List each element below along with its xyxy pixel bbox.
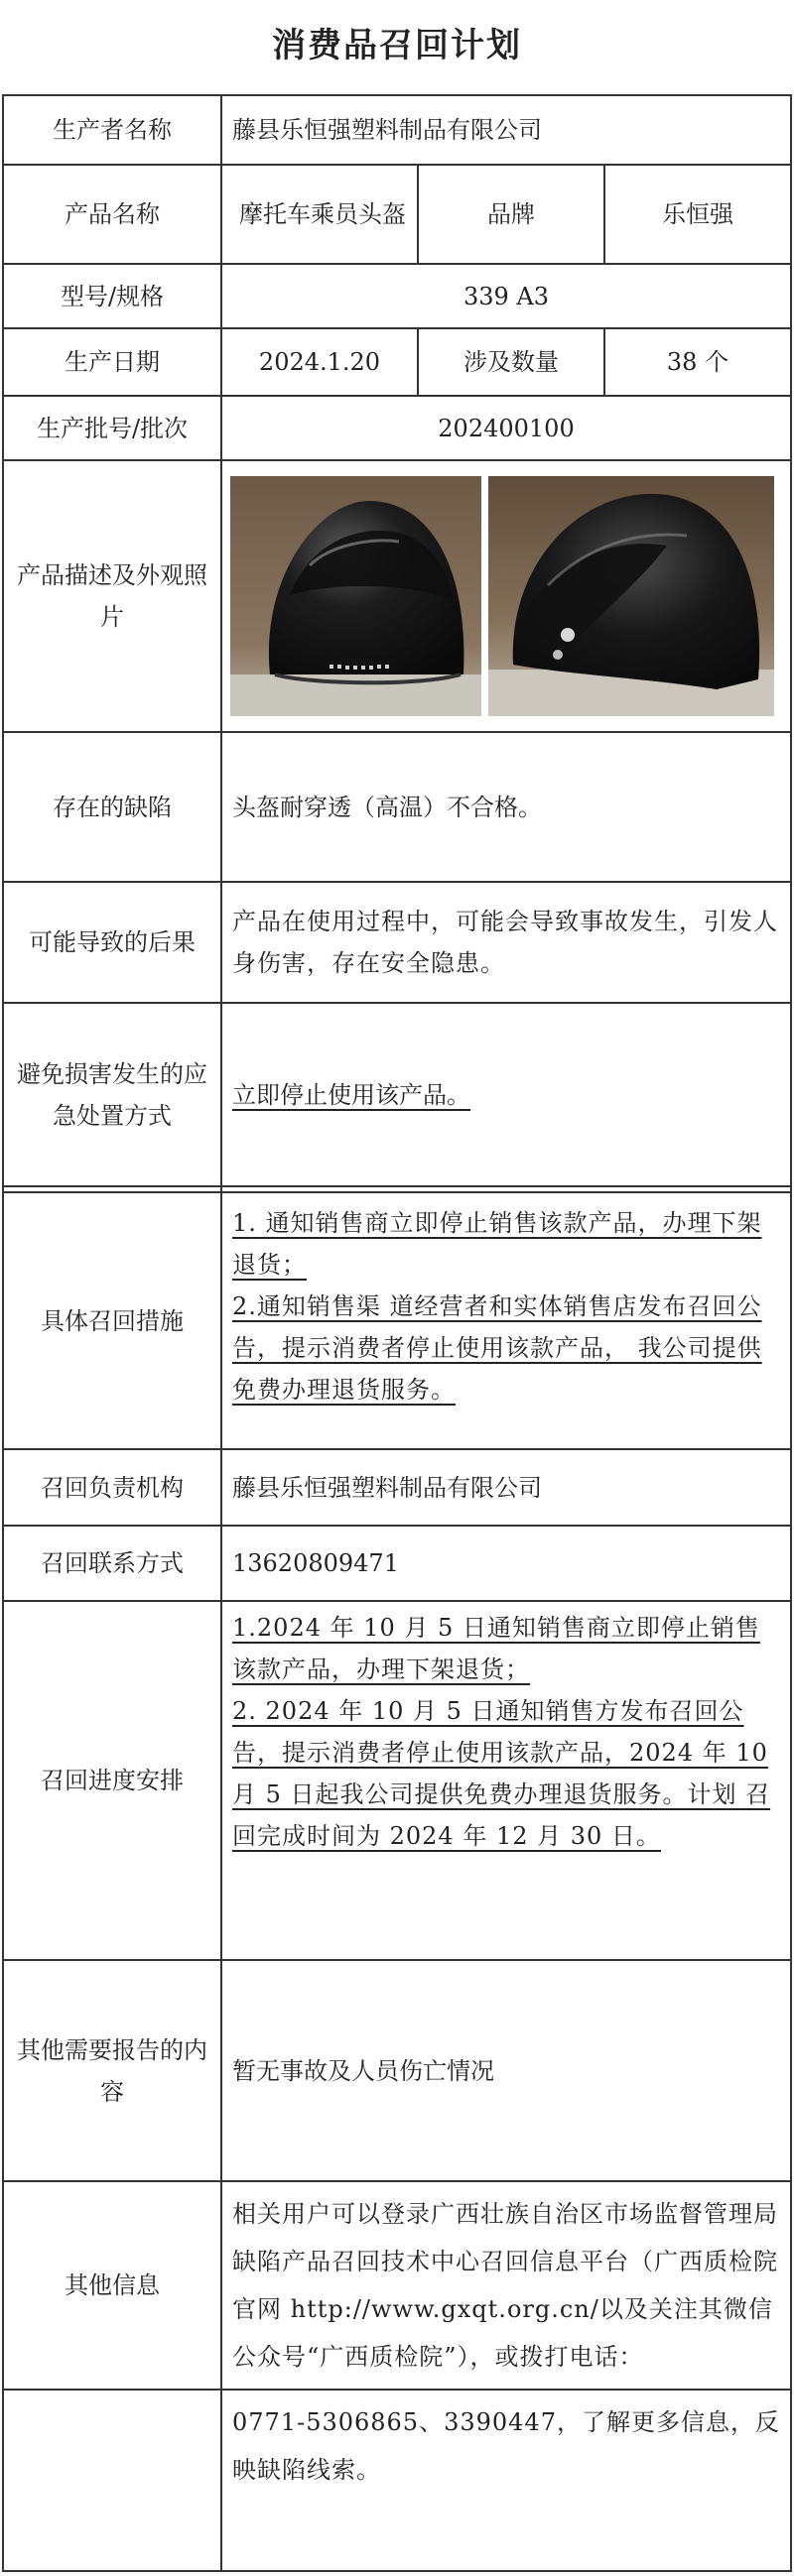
- other-info-value-1: 相关用户可以登录广西壮族自治区市场监督管理局缺陷产品召回技术中心召回信息平台（广西质检院官网 http://www.gxqt.org.cn/以及关注其微信公众号“广西质检院”），或拨打电话：: [232, 2200, 778, 2371]
- product-photo-front: [230, 476, 481, 716]
- quantity-label: 涉及数量: [463, 348, 559, 376]
- contact-value: 13620809471: [232, 1549, 399, 1577]
- other-report-label: 其他需要报告的内容: [17, 2035, 207, 2106]
- emergency-value: 立即停止使用该产品。: [232, 1080, 470, 1109]
- schedule-item-2: 2. 2024 年 10 月 5 日通知销售方发布召回公告，提示消费者停止使用该款产品，2024 年 10 月 5 日起我公司提供免费办理退货服务。计划 召回完成时间为 2024 年 12 月 30 日。: [232, 1697, 771, 1850]
- batch-value: 202400100: [438, 414, 575, 442]
- date-label: 生产日期: [65, 348, 160, 376]
- measures-item-2: 2.通知销售渠 道经营者和实体销售店发布召回公告，提示消费者停止使用该款产品， 我公司提供免费办理退货服务。: [232, 1292, 762, 1404]
- other-info-label: 其他信息: [65, 2271, 160, 2299]
- manufacturer-label: 生产者名称: [53, 116, 172, 144]
- measures-list: [232, 1202, 782, 1411]
- defect-label: 存在的缺陷: [53, 793, 172, 821]
- emergency-label: 避免损害发生的应急处置方式: [17, 1059, 207, 1130]
- consequence-label: 可能导致的后果: [29, 928, 196, 956]
- product-photo-side: [488, 476, 774, 716]
- measures-label: 具体召回措施: [41, 1306, 184, 1335]
- product-label: 产品名称: [65, 200, 160, 228]
- product-value: 摩托车乘员头盔: [239, 200, 406, 228]
- brand-label: 品牌: [487, 200, 535, 228]
- brand-value: 乐恒强: [662, 200, 733, 228]
- schedule-label: 召回进度安排: [41, 1767, 184, 1794]
- other-report-value: 暂无事故及人员伤亡情况: [232, 2056, 494, 2085]
- defect-value: 头盔耐穿透（高温）不合格。: [232, 793, 542, 821]
- manufacturer-value: 藤县乐恒强塑料制品有限公司: [232, 116, 542, 144]
- model-label: 型号/规格: [60, 282, 165, 310]
- quantity-value: 38 个: [666, 348, 729, 376]
- schedule-item-1: 1.2024 年 10 月 5 日通知销售商立即停止销售该款产品，办理下架退货；: [232, 1614, 760, 1683]
- measures-item-1: 1. 通知销售商立即停止销售该款产品，办理下架退货；: [232, 1209, 762, 1279]
- consequence-value: 产品在使用过程中，可能会导致事故发生，引发人身伤害，存在安全隐患。: [232, 908, 778, 977]
- org-label: 召回负责机构: [41, 1473, 184, 1502]
- other-info-value-2: 0771-5306865、3390447，了解更多信息，反映缺陷线索。: [232, 2408, 780, 2484]
- schedule-list: [232, 1607, 782, 1857]
- page-title: 消费品召回计划: [272, 26, 522, 65]
- photos-label: 产品描述及外观照片: [17, 561, 207, 631]
- contact-label: 召回联系方式: [41, 1549, 184, 1577]
- date-value: 2024.1.20: [258, 348, 381, 376]
- model-value: 339 A3: [463, 282, 550, 310]
- batch-label: 生产批号/批次: [36, 414, 189, 442]
- org-value: 藤县乐恒强塑料制品有限公司: [232, 1473, 542, 1502]
